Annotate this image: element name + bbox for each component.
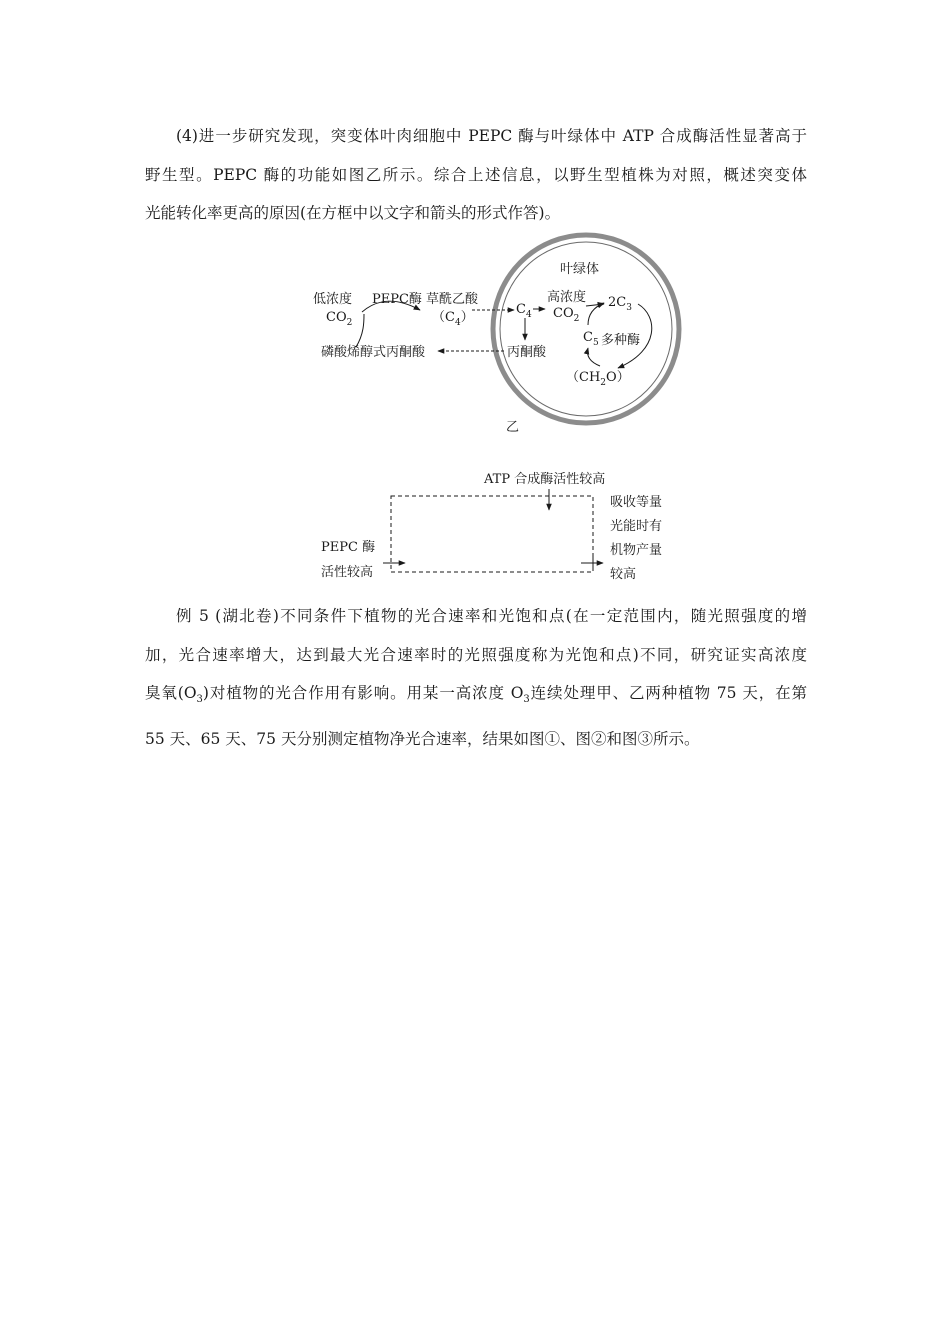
example-5-line-1: 例 5 (湖北卷)不同条件下植物的光合速率和光饱和点(在一定范围内，随光照强度的增 [176,607,807,625]
pepc-activity-label-2: 活性较高 [321,565,374,580]
question-4-line-2: 野生型。PEPC 酶的功能如图乙所示。综合上述信息，以野生型植株为对照，概述突变体 [145,165,807,184]
c5-label: $C_5$ [583,330,599,348]
low-co2-label: 低浓度 [313,292,353,307]
pepc-activity-label-1: PEPC 酶 [321,540,376,555]
example-5-line-3: 臭氧$(O_3)$对植物的光合作用有影响。用某一高浓度 $O_3$连续处理甲、乙两种植物 75 天，在第 [145,684,807,706]
chloroplast-label: 叶绿体 [560,262,600,277]
ch2o-label: $(CH_2O)$ [566,370,630,388]
enzymes-label: 多种酶 [601,333,641,348]
pep-to-pepc-arrow [356,314,364,347]
result-label-4: 较高 [610,567,637,582]
question-4-line-1: (4)进一步研究发现，突变体叶肉细胞中 PEPC 酶与叶绿体中 ATP 合成酶活性显著高于 [176,127,807,145]
pyruvate-label: 丙酮酸 [507,345,547,360]
question-4-paragraph [145,117,807,233]
result-label-1: 吸收等量 [610,495,663,510]
oxaloacetate-label: 草酰乙酸 [426,292,479,307]
c4-label: $C_4$ [516,302,532,320]
atp-synthase-label: ATP 合成酶活性较高 [484,472,606,487]
result-label-2: 光能时有 [610,519,663,534]
question-4-line-3: 光能转化率更高的原因(在方框中以文字和箭头的形式作答)。 [145,204,561,222]
pepc-enzyme-label: PEPC酶 [372,292,422,307]
low-co2-formula: $CO_2$ [326,310,353,328]
figure-caption: 乙 [506,420,520,435]
example-5-line-2: 加，光合速率增大，达到最大光合速率时的光照强度称为光饱和点)不同，研究证实高浓度 [145,645,807,664]
result-label-3: 机物产量 [610,543,663,558]
example-5-paragraph [145,597,807,758]
pep-label: 磷酸烯醇式丙酮酸 [321,345,426,360]
high-co2-label: 高浓度 [547,290,587,305]
two-c3-label: $2C_3$ [608,295,632,313]
example-5-line-4: 55 天、65 天、75 天分别测定植物净光合速率，结果如图①、图②和图③所示。 [145,729,700,748]
oxaloacetate-c4-label: $(C_4)$ [432,310,474,328]
high-co2-formula: $CO_2$ [553,306,580,324]
answer-dashed-box[interactable] [391,496,593,572]
